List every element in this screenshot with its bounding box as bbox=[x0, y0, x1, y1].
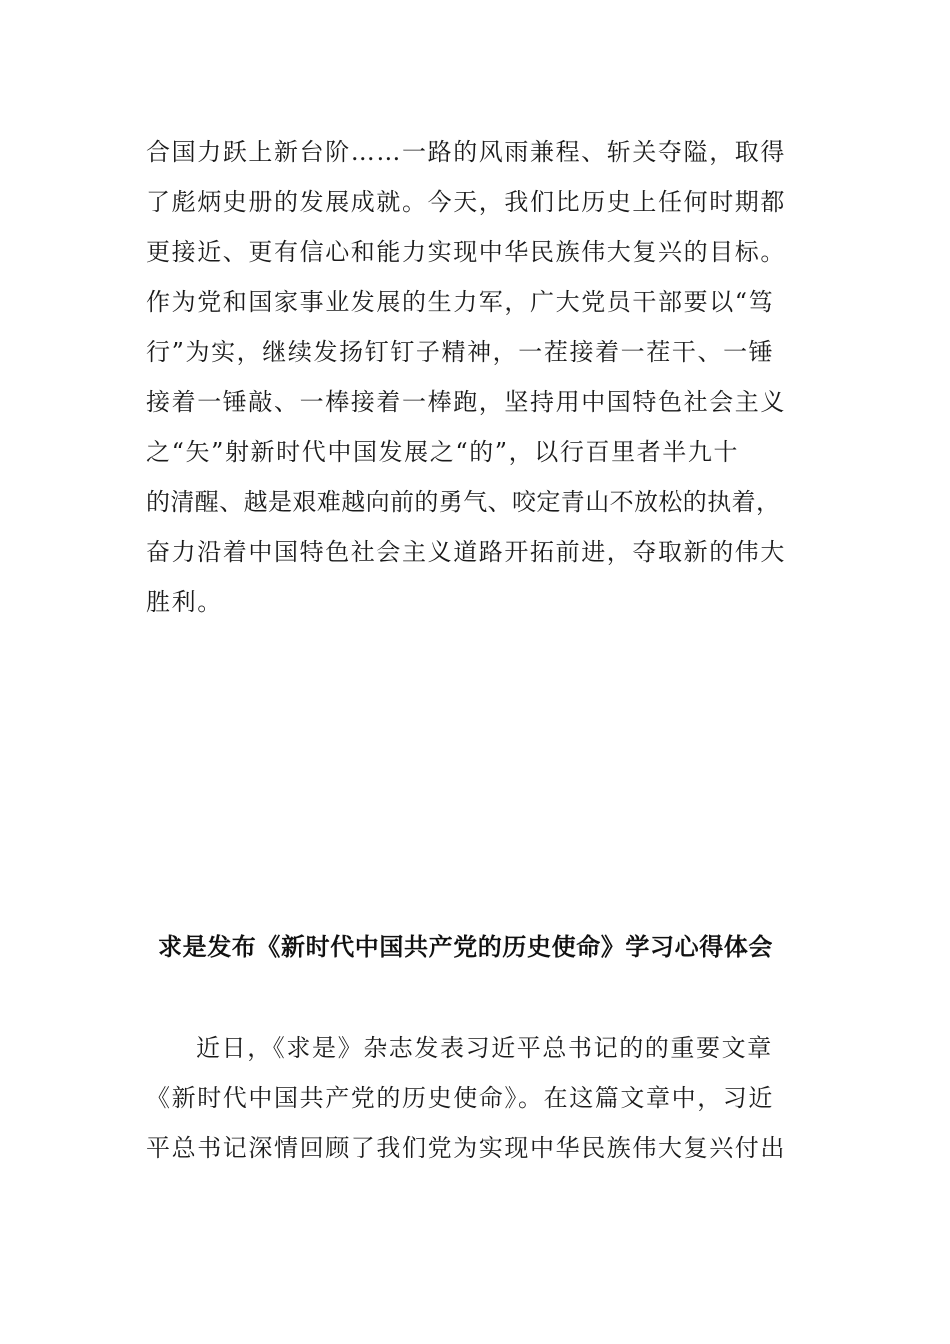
paragraph-line: 行”为实，继续发扬钉钉子精神，一茬接着一茬干、一锤 bbox=[146, 338, 775, 366]
paragraph-line: 的清醒、越是艰难越向前的勇气、咬定青山不放松的执着， bbox=[146, 488, 781, 516]
paragraph-line: 平总书记深情回顾了我们党为实现中华民族伟大复兴付出 bbox=[146, 1134, 786, 1162]
paragraph-line: 更接近、更有信心和能力实现中华民族伟大复兴的目标。 bbox=[146, 238, 786, 266]
paragraph-line: 作为党和国家事业发展的生力军，广大党员干部要以“笃 bbox=[146, 288, 775, 316]
paragraph-line: 合国力跃上新台阶……一路的风雨兼程、斩关夺隘，取得 bbox=[146, 138, 786, 166]
paragraph-line: 近日，《求是》杂志发表习近平总书记的的重要文章 bbox=[196, 1034, 773, 1062]
paragraph-line: 了彪炳史册的发展成就。今天，我们比历史上任何时期都 bbox=[146, 188, 786, 216]
paragraph-line: 之“矢”射新时代中国发展之“的”，以行百里者半九十 bbox=[146, 438, 740, 466]
article-title: 求是发布《新时代中国共产党的历史使命》学习心得体会 bbox=[158, 932, 773, 961]
paragraph-line: 胜利。 bbox=[146, 588, 223, 616]
paragraph-line: 奋力沿着中国特色社会主义道路开拓前进，夺取新的伟大 bbox=[146, 538, 786, 566]
paragraph-line: 接着一锤敲、一棒接着一棒跑，坚持用中国特色社会主义 bbox=[146, 388, 786, 416]
paragraph-line: 《新时代中国共产党的历史使命》。在这篇文章中，习近 bbox=[146, 1084, 774, 1112]
